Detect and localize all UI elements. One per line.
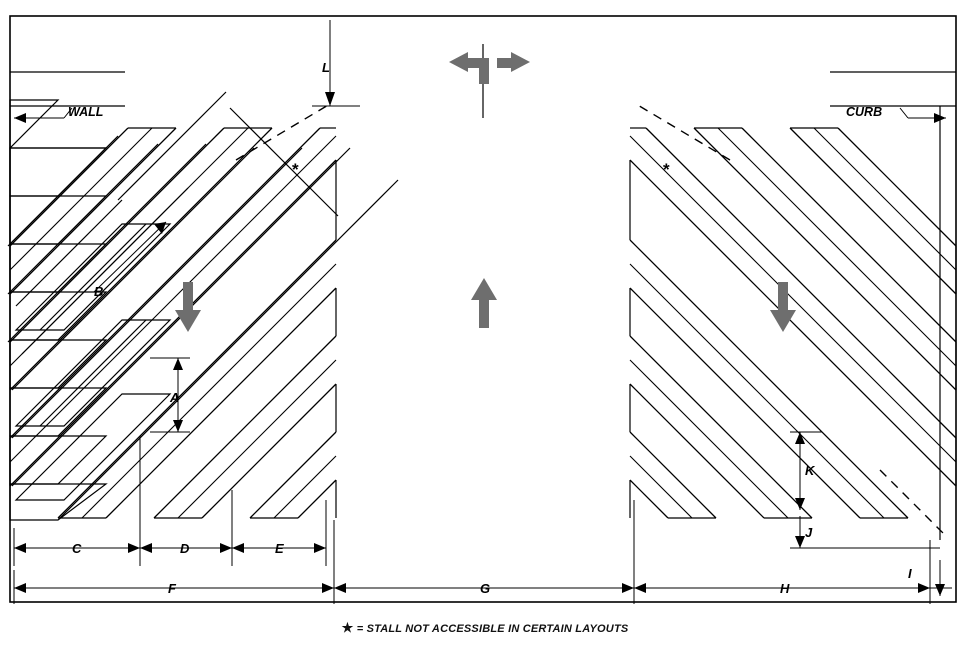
arrow-split-stem bbox=[479, 58, 489, 84]
label-wall: WALL bbox=[68, 105, 104, 119]
label-C: C bbox=[72, 541, 82, 556]
label-B: B bbox=[94, 284, 104, 299]
flow-arrows bbox=[175, 52, 796, 332]
arrow-down-right bbox=[770, 310, 796, 332]
label-H: H bbox=[780, 581, 790, 596]
label-E: E bbox=[275, 541, 284, 556]
label-K: K bbox=[805, 463, 815, 478]
dashed-leader-curb bbox=[880, 470, 944, 534]
chevron-left-stalls bbox=[106, 92, 338, 436]
footnote-text: = STALL NOT ACCESSIBLE IN CERTAIN LAYOUTS bbox=[356, 623, 629, 635]
chevron-left-bands bbox=[10, 128, 336, 518]
arrow-down-left-tail bbox=[183, 282, 193, 310]
label-D: D bbox=[180, 541, 190, 556]
diagram-footnote bbox=[0, 620, 970, 636]
footnote-star-icon: ★ bbox=[341, 620, 354, 635]
stall-note-left-asterisk: * bbox=[292, 160, 299, 179]
label-F: F bbox=[168, 581, 176, 596]
arrow-right-top-tail bbox=[497, 58, 511, 68]
label-curb: CURB bbox=[846, 105, 883, 119]
arrow-up-center-tail bbox=[479, 300, 489, 328]
arrow-down-right-tail bbox=[778, 282, 788, 310]
arrow-right-top bbox=[511, 52, 530, 72]
label-L: L bbox=[322, 60, 330, 75]
label-J: J bbox=[805, 525, 813, 540]
left-wall-aisle-lines bbox=[10, 72, 125, 106]
label-I: I bbox=[908, 566, 912, 581]
stall-note-right-asterisk: * bbox=[663, 160, 670, 179]
right-curb-aisle-lines bbox=[830, 72, 956, 540]
label-A: A bbox=[170, 390, 180, 405]
arrow-up-center bbox=[471, 278, 497, 300]
arrow-left-top bbox=[449, 52, 468, 72]
label-G: G bbox=[480, 581, 491, 596]
arrow-down-left bbox=[175, 310, 201, 332]
chevron-right-bands bbox=[630, 128, 956, 518]
